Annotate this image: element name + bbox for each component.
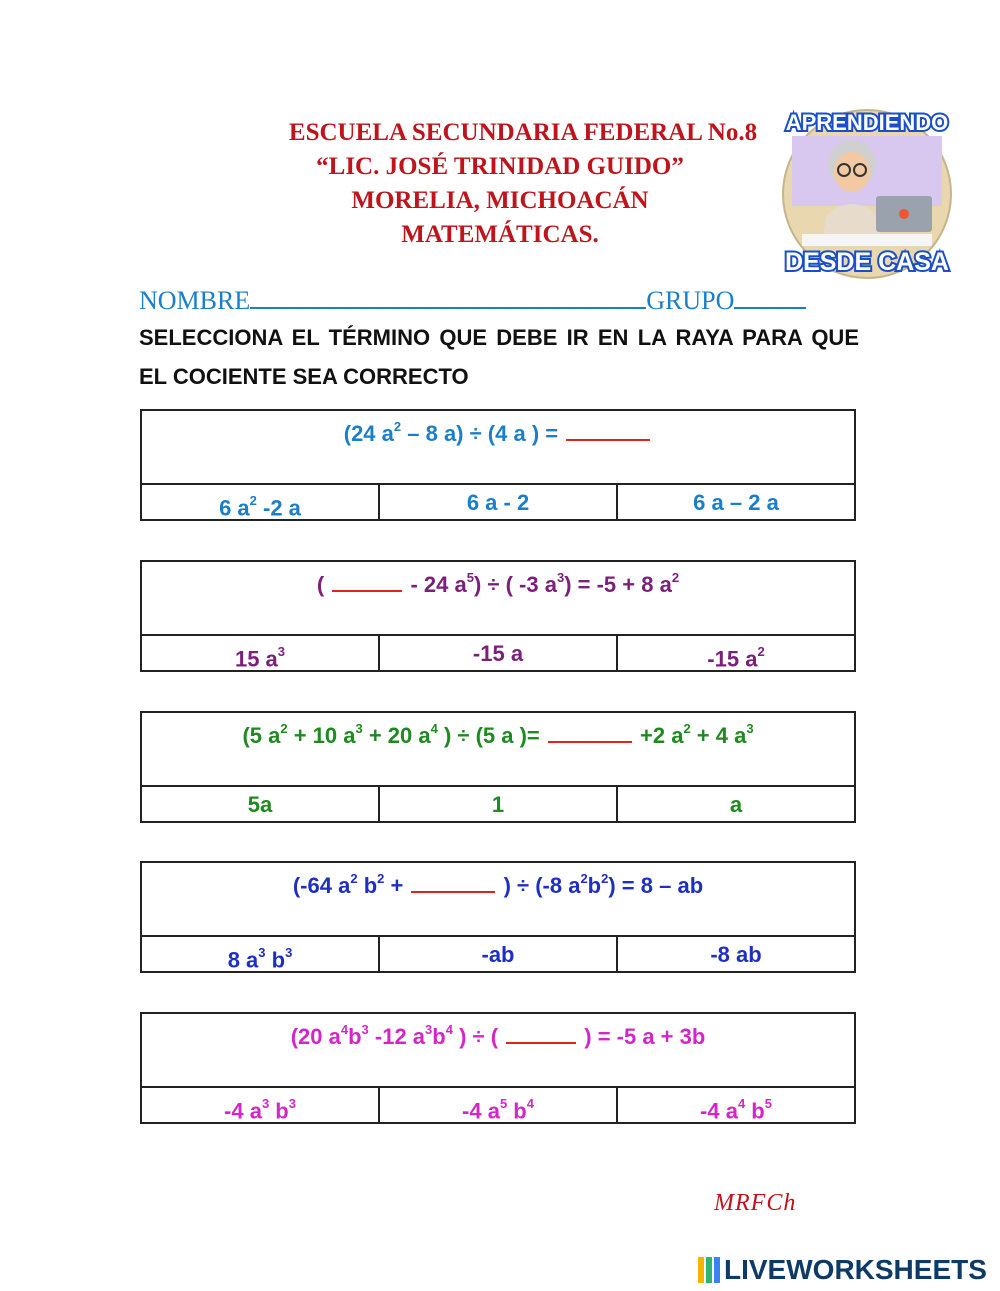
exercise-2-option-3[interactable]: -15 $a^2$ xyxy=(707,644,765,672)
exercise-2-option-1[interactable]: 15 $a^3$ xyxy=(142,636,380,672)
exercise-2 xyxy=(140,560,856,672)
author-signature: MRFCh xyxy=(714,1190,797,1216)
exercise-4-option-3[interactable]: -8 ab xyxy=(710,942,762,967)
grupo-label: GRUPO xyxy=(646,286,735,315)
exercise-3 xyxy=(140,711,856,823)
exercise-5 xyxy=(140,1012,856,1124)
school-location: MORELIA, MICHOACÁN xyxy=(351,187,649,214)
exercise-3-option-3[interactable]: a xyxy=(729,792,743,817)
logo-bottom-text: DESDE CASA xyxy=(785,248,949,276)
school-subtitle: “LIC. JOSÉ TRINIDAD GUIDO” xyxy=(316,153,684,180)
aprendiendo-desde-casa-logo xyxy=(772,96,962,280)
exercise-5-option-3[interactable]: -4 $a^4$ $b^5$ xyxy=(700,1096,772,1124)
instructions: SELECCIONA EL TÉRMINO QUE DEBE IR EN LA RAYA PARA QUE EL COCIENTE SEA CORRECTO xyxy=(139,325,859,389)
school-header xyxy=(150,116,850,252)
nombre-label: NOMBRE xyxy=(139,286,251,315)
exercise-4-option-2[interactable]: -ab xyxy=(380,937,618,973)
exercise-2-option-2[interactable]: -15 a xyxy=(380,636,618,672)
exercise-4 xyxy=(140,861,856,973)
liveworksheets-text: LIVEWORKSHEETS xyxy=(724,1254,987,1285)
exercise-2-answer-blank[interactable] xyxy=(332,570,402,592)
exercise-3-option-2[interactable]: 1 xyxy=(380,787,618,823)
nombre-field[interactable] xyxy=(250,285,646,309)
grupo-field[interactable] xyxy=(734,285,806,309)
exercise-5-answer-blank[interactable] xyxy=(506,1022,576,1044)
liveworksheets-logo-icon xyxy=(698,1257,720,1283)
liveworksheets-brand xyxy=(698,1254,987,1286)
exercise-5-option-1[interactable]: -4 $a^3$ $b^3$ xyxy=(142,1088,380,1124)
exercise-3-option-1[interactable]: 5a xyxy=(142,787,380,823)
exercise-1-question: (24 $a^2 - 8$ a) ÷ (4 a ) = xyxy=(142,411,854,485)
exercise-4-option-1[interactable]: 8 $a^3$ $b^3$ xyxy=(142,937,380,973)
exercise-1-option-1[interactable]: 6 $a^2$ -2 a xyxy=(142,485,380,521)
exercise-1-option-3[interactable]: 6 a – 2 a xyxy=(693,490,779,515)
exercise-5-option-2[interactable]: -4 $a^5$ $b^4$ xyxy=(380,1088,618,1124)
exercise-3-question: (5 $a^2 + 10$ $a^3 + 20$ $a^4$ ) ÷ (5 a )= +2 $a^2 + 4$ $a^3$ xyxy=(142,713,854,787)
school-name: ESCUELA SECUNDARIA FEDERAL No.8 xyxy=(288,119,758,146)
exercise-1-option-2[interactable]: 6 a - 2 xyxy=(380,485,618,521)
subject-title: MATEMÁTICAS. xyxy=(401,221,599,248)
exercise-1-answer-blank[interactable] xyxy=(566,419,650,441)
name-group-line xyxy=(139,285,806,316)
exercise-3-answer-blank[interactable] xyxy=(548,721,632,743)
exercise-4-question: (-64 $a^2$ $b^2$ + ) ÷ (-8 $a^2b^2) = 8$ – ab xyxy=(142,863,854,937)
exercise-1 xyxy=(140,409,856,521)
exercise-5-question: (20 $a^4b^3$ -12 $a^3b^4$ ) ÷ ( ) = -5 a + 3b xyxy=(142,1014,854,1088)
exercise-2-question: ( - 24 $a^5$) ÷ ( -3 $a^3) = -5 + 8$ $a^2$ xyxy=(142,562,854,636)
logo-top-text: APRENDIENDO xyxy=(785,110,949,135)
exercise-4-answer-blank[interactable] xyxy=(411,871,495,893)
